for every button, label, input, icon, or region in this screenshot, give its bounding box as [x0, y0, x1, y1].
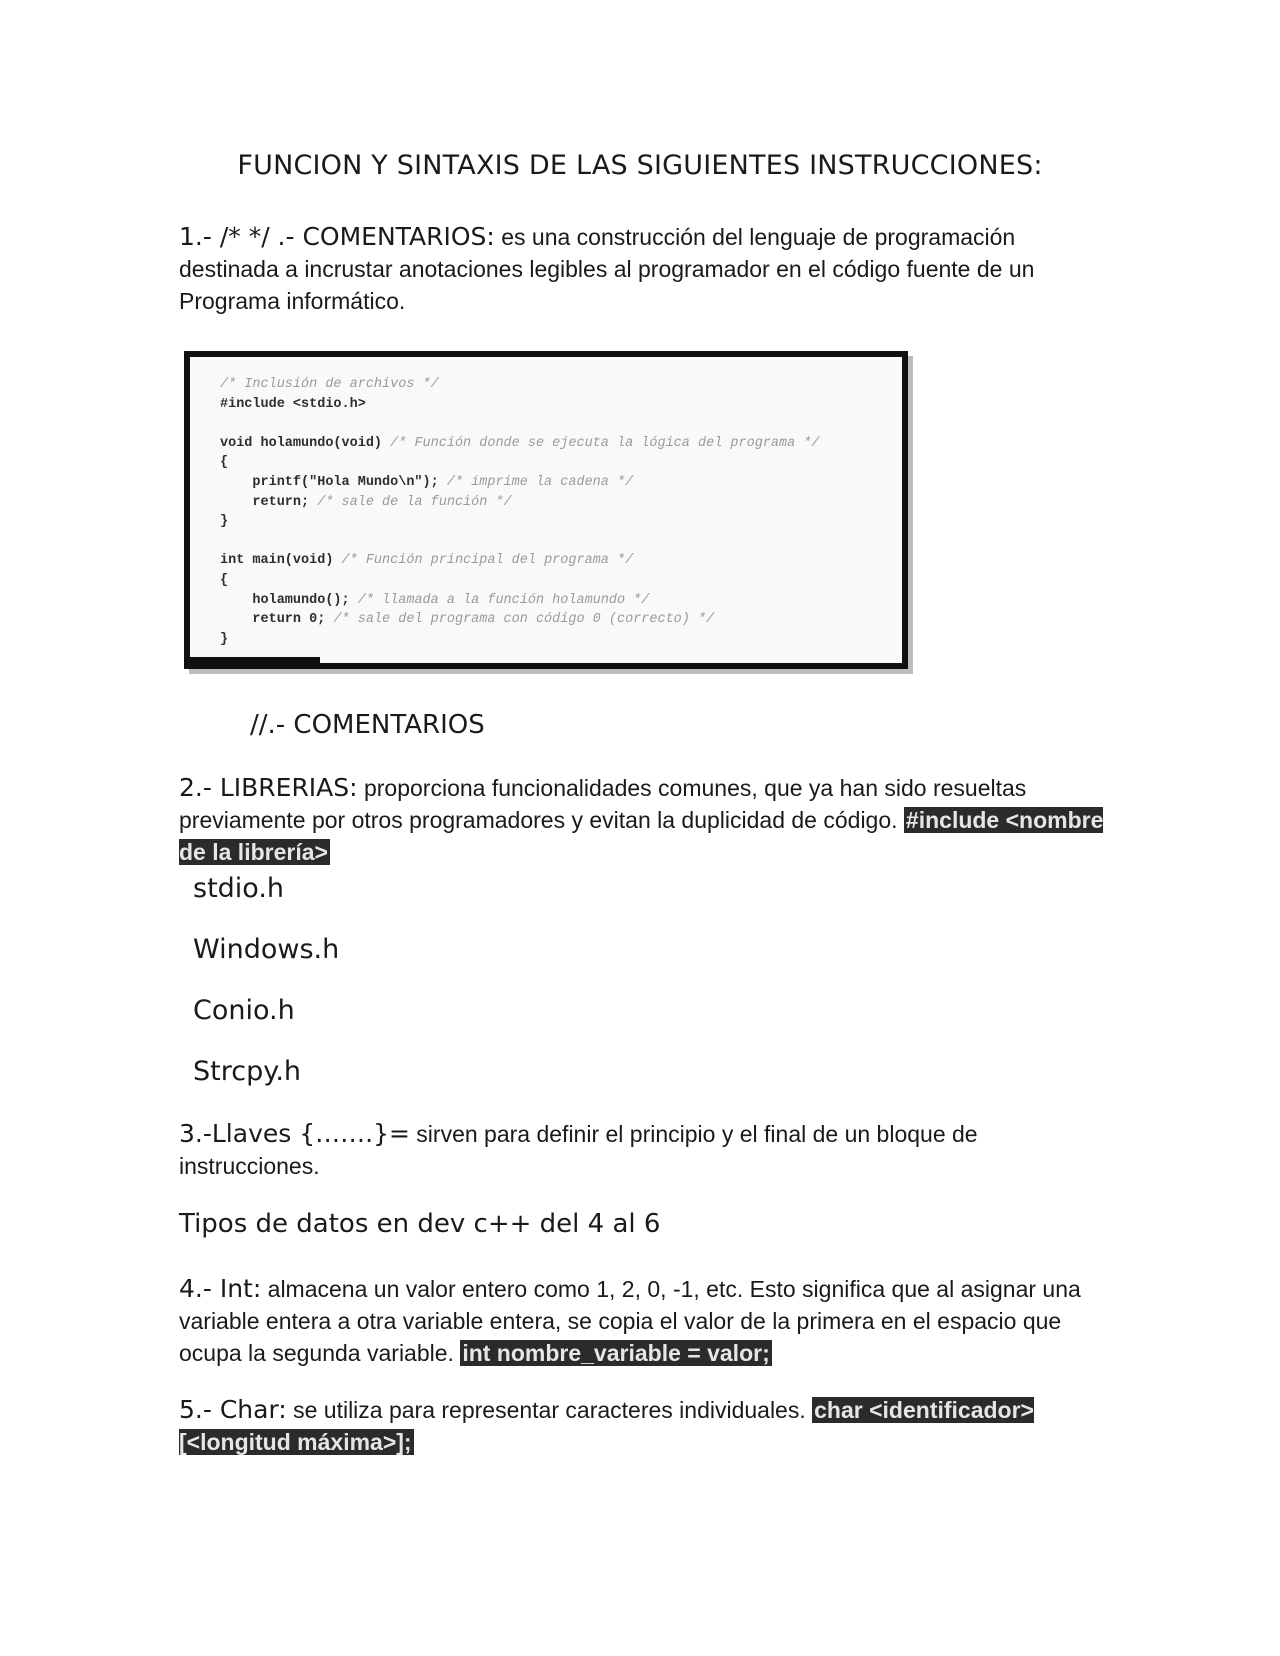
types-heading: Tipos de datos en dev c++ del 4 al 6 [179, 1209, 661, 1239]
code-line [220, 512, 820, 532]
code-text: } [220, 514, 229, 530]
code-text: holamundo(); [220, 592, 358, 608]
library-item: stdio.h [193, 873, 285, 904]
library-item: Windows.h [193, 934, 340, 965]
section-text: almacena un valor entero como 1, 2, 0, -1, etc. Esto significa que al asignar una variable entera a otra variable entera, se copia el valor de la primera en el espacio que ocupa la segunda variable. [179, 1276, 1081, 1366]
code-line [220, 591, 820, 611]
code-text: return 0; [220, 612, 334, 628]
code-comment: /* Función donde se ejecuta la lógica del programa */ [390, 435, 820, 451]
library-item: Conio.h [193, 995, 295, 1026]
section-heading: 5.- Char: [179, 1395, 287, 1424]
code-comment: /* sale de la función */ [317, 494, 512, 510]
code-comment: /* sale del programa con código 0 (correcto) */ [333, 612, 715, 628]
section-heading: 2.- LIBRERIAS: [179, 773, 358, 802]
code-line [220, 610, 820, 630]
code-comment: /* Función principal del programa */ [341, 553, 634, 569]
code-line [220, 414, 820, 434]
code-line [220, 551, 820, 571]
section-char [179, 1394, 1109, 1458]
code-example-image [184, 351, 908, 669]
int-syntax: int nombre_variable = valor; [462, 1340, 770, 1366]
section-text: es una construcción del lenguaje de programación destinada a incrustar anotaciones legibles al programador en el código fuente de un Programa informático. [179, 224, 1035, 314]
code-line [220, 453, 820, 473]
comment-syntax-line: //.- COMENTARIOS [250, 710, 485, 740]
code-line [220, 493, 820, 513]
section-text: sirven para definir el principio y el final de un bloque de instrucciones. [179, 1121, 978, 1179]
code-text: { [220, 455, 229, 471]
document-title: FUNCION Y SINTAXIS DE LAS SIGUIENTES INSTRUCCIONES: [237, 150, 1043, 181]
code-text: printf("Hola Mundo\n"); [220, 474, 447, 490]
section-comentarios [179, 221, 1109, 317]
code-line [220, 375, 820, 395]
code-listing [220, 375, 820, 649]
section-text: se utiliza para representar caracteres individuales. [286, 1397, 813, 1423]
section-text: proporciona funcionalidades comunes, que ya han sido resueltas previamente por otros programadores y evitan la duplicidad de código. [179, 775, 1027, 833]
code-comment: /* Inclusión de archivos */ [220, 377, 439, 392]
section-librerias [179, 772, 1109, 868]
section-llaves [179, 1118, 1109, 1182]
code-text: { [220, 572, 229, 588]
code-text: #include <stdio.h> [220, 396, 366, 412]
code-line [220, 395, 820, 415]
library-item: Strcpy.h [193, 1056, 302, 1087]
section-heading: 1.- /* */ .- COMENTARIOS: [179, 222, 495, 251]
code-text: void holamundo(void) [220, 435, 391, 451]
section-heading: 3.-Llaves {…….}= [179, 1119, 410, 1148]
code-line [220, 473, 820, 493]
code-text: int main(void) [220, 553, 342, 569]
code-comment: /* imprime la cadena */ [446, 474, 634, 490]
char-syntax: char <identificador> [<longitud máxima>]; [179, 1397, 1034, 1455]
code-line [220, 434, 820, 454]
code-line [220, 532, 820, 552]
code-line [220, 630, 820, 650]
code-text: return; [220, 494, 318, 510]
code-line [220, 571, 820, 591]
code-text: } [220, 631, 229, 647]
include-syntax: #include <nombre de la librería> [179, 807, 1104, 865]
code-comment: /* llamada a la función holamundo */ [357, 592, 650, 608]
section-heading: 4.- Int: [179, 1274, 262, 1303]
frame-decoration [190, 657, 320, 663]
section-int [179, 1273, 1109, 1369]
